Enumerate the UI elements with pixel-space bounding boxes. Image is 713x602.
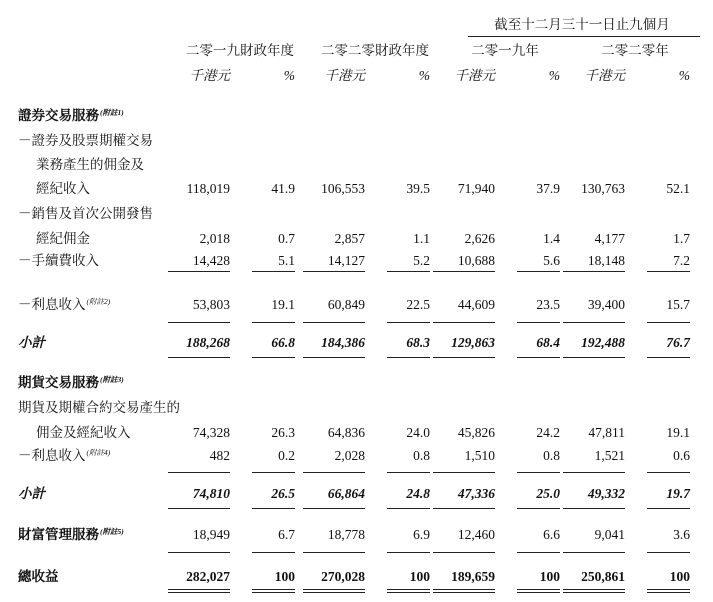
value-cell: 6.6 <box>543 527 560 542</box>
subtotal-rule <box>387 357 430 358</box>
value-cell: 482 <box>209 448 230 463</box>
value-cell: 1,510 <box>464 448 495 463</box>
subtotal-rule <box>252 552 295 553</box>
value-cell: 100 <box>409 569 430 584</box>
subtotal-rule <box>303 322 365 323</box>
value-cell: 15.7 <box>666 297 690 312</box>
subtotal-rule <box>387 271 430 272</box>
value-cell: 1,521 <box>594 448 625 463</box>
row-label-line: 佣金及經紀收入 <box>36 425 131 440</box>
unit-hkd-2: 千港元 <box>324 68 365 83</box>
subtotal-rule <box>647 472 690 473</box>
value-cell: 26.5 <box>271 486 295 501</box>
value-cell: 192,488 <box>581 335 625 350</box>
value-cell: 250,861 <box>581 569 625 584</box>
col-header-fy2019: 二零一九財政年度 <box>186 43 294 58</box>
subtotal-rule <box>252 357 295 358</box>
subtotal-rule <box>563 472 625 473</box>
value-cell: 66.8 <box>271 335 295 350</box>
subtotal-rule <box>647 552 690 553</box>
subtotal-rule <box>517 271 560 272</box>
subtotal-rule <box>563 508 625 509</box>
value-cell: 71,940 <box>457 181 495 196</box>
total-double-rule <box>387 589 430 593</box>
nine-month-header-rule <box>468 36 700 37</box>
value-cell: 0.6 <box>673 448 690 463</box>
value-cell: 282,027 <box>186 569 230 584</box>
subtotal-rule <box>387 552 430 553</box>
value-cell: 41.9 <box>271 181 295 196</box>
subtotal-rule <box>168 357 230 358</box>
value-cell: 45,826 <box>457 425 495 440</box>
value-cell: 47,811 <box>588 425 625 440</box>
subtotal-rule <box>168 508 230 509</box>
subtotal-rule <box>303 472 365 473</box>
value-cell: 74,810 <box>192 486 230 501</box>
subtotal-rule <box>252 472 295 473</box>
value-cell: 7.2 <box>673 253 690 268</box>
value-cell: 49,332 <box>587 486 625 501</box>
subtotal-rule <box>387 508 430 509</box>
row-label: －利息收入$^{(附註2)}$ <box>18 297 111 312</box>
value-cell: 68.3 <box>406 335 430 350</box>
subtotal-rule <box>252 322 295 323</box>
subtotal-rule <box>303 357 365 358</box>
row-label-line: －證券及股票期權交易 <box>18 133 153 148</box>
value-cell: 10,688 <box>457 253 495 268</box>
value-cell: 0.8 <box>413 448 430 463</box>
subtotal-rule <box>433 357 495 358</box>
unit-pct-4: % <box>678 68 690 83</box>
value-cell: 24.8 <box>406 486 430 501</box>
total-double-rule <box>563 589 625 593</box>
subtotal-rule <box>647 357 690 358</box>
total-double-rule <box>517 589 560 593</box>
row-label-line: －銷售及首次公開發售 <box>18 206 153 221</box>
unit-hkd-1: 千港元 <box>189 68 230 83</box>
value-cell: 1.7 <box>673 231 690 246</box>
total-double-rule <box>252 589 295 593</box>
value-cell: 4,177 <box>594 231 625 246</box>
value-cell: 52.1 <box>666 181 690 196</box>
value-cell: 6.7 <box>278 527 295 542</box>
subtotal-rule <box>168 322 230 323</box>
subtotal-label: 小計 <box>18 335 45 350</box>
col-header-9m2019: 二零一九年 <box>471 43 539 58</box>
subtotal-rule <box>303 271 365 272</box>
subtotal-rule <box>433 472 495 473</box>
subtotal-rule <box>303 552 365 553</box>
value-cell: 18,949 <box>192 527 230 542</box>
subtotal-rule <box>433 508 495 509</box>
value-cell: 5.2 <box>413 253 430 268</box>
col-header-fy2020: 二零二零財政年度 <box>321 43 429 58</box>
value-cell: 39,400 <box>587 297 625 312</box>
value-cell: 2,626 <box>464 231 495 246</box>
value-cell: 106,553 <box>321 181 365 196</box>
subtotal-rule <box>563 271 625 272</box>
subtotal-rule <box>647 271 690 272</box>
subtotal-rule <box>168 552 230 553</box>
value-cell: 188,268 <box>186 335 230 350</box>
unit-pct-3: % <box>548 68 560 83</box>
subtotal-rule <box>517 508 560 509</box>
value-cell: 24.2 <box>536 425 560 440</box>
value-cell: 60,849 <box>327 297 365 312</box>
row-label-line: 業務產生的佣金及 <box>36 157 144 172</box>
section-title-wealth: 財富管理服務$^{(附註5)}$ <box>18 527 124 542</box>
value-cell: 74,328 <box>192 425 230 440</box>
value-cell: 14,428 <box>192 253 230 268</box>
value-cell: 100 <box>539 569 560 584</box>
subtotal-rule <box>647 508 690 509</box>
subtotal-rule <box>252 271 295 272</box>
subtotal-rule <box>387 322 430 323</box>
value-cell: 6.9 <box>413 527 430 542</box>
value-cell: 18,778 <box>327 527 365 542</box>
value-cell: 5.6 <box>543 253 560 268</box>
value-cell: 1.1 <box>413 231 430 246</box>
subtotal-rule <box>168 271 230 272</box>
total-double-rule <box>647 589 690 593</box>
value-cell: 44,609 <box>457 297 495 312</box>
subtotal-rule <box>517 472 560 473</box>
value-cell: 39.5 <box>406 181 430 196</box>
value-cell: 189,659 <box>451 569 495 584</box>
value-cell: 19.7 <box>666 486 690 501</box>
subtotal-rule <box>387 472 430 473</box>
value-cell: 19.1 <box>666 425 690 440</box>
value-cell: 68.4 <box>536 335 560 350</box>
subtotal-rule <box>433 552 495 553</box>
row-label: －利息收入$^{(附註4)}$ <box>18 448 111 463</box>
row-label-line: 經紀佣金 <box>36 231 90 246</box>
subtotal-rule <box>517 552 560 553</box>
value-cell: 270,028 <box>321 569 365 584</box>
subtotal-rule <box>433 322 495 323</box>
section-title-securities: 證券交易服務$^{(附註1)}$ <box>18 108 124 123</box>
section-title-futures: 期貨交易服務$^{(附註3)}$ <box>18 375 124 390</box>
value-cell: 2,857 <box>334 231 365 246</box>
nine-month-header: 截至十二月三十一日止九個月 <box>494 17 670 32</box>
value-cell: 2,028 <box>334 448 365 463</box>
row-label-line: 期貨及期權合約交易產生的 <box>18 400 180 415</box>
row-label-line: 經紀收入 <box>36 181 90 196</box>
value-cell: 130,763 <box>581 181 625 196</box>
subtotal-label: 小計 <box>18 486 45 501</box>
value-cell: 66,864 <box>327 486 365 501</box>
subtotal-rule <box>517 322 560 323</box>
value-cell: 18,148 <box>587 253 625 268</box>
value-cell: 100 <box>669 569 690 584</box>
total-double-rule <box>303 589 365 593</box>
unit-pct-2: % <box>418 68 430 83</box>
value-cell: 0.7 <box>278 231 295 246</box>
value-cell: 0.8 <box>543 448 560 463</box>
value-cell: 23.5 <box>536 297 560 312</box>
value-cell: 37.9 <box>536 181 560 196</box>
subtotal-rule <box>563 552 625 553</box>
value-cell: 100 <box>274 569 295 584</box>
value-cell: 129,863 <box>451 335 495 350</box>
value-cell: 26.3 <box>271 425 295 440</box>
total-label: 總收益 <box>18 569 59 584</box>
value-cell: 53,803 <box>192 297 230 312</box>
unit-hkd-3: 千港元 <box>454 68 495 83</box>
unit-pct-1: % <box>283 68 295 83</box>
subtotal-rule <box>168 472 230 473</box>
value-cell: 19.1 <box>271 297 295 312</box>
value-cell: 64,836 <box>327 425 365 440</box>
subtotal-rule <box>433 271 495 272</box>
value-cell: 5.1 <box>278 253 295 268</box>
total-double-rule <box>433 589 495 593</box>
value-cell: 22.5 <box>406 297 430 312</box>
subtotal-rule <box>252 508 295 509</box>
value-cell: 14,127 <box>327 253 365 268</box>
subtotal-rule <box>563 322 625 323</box>
value-cell: 9,041 <box>594 527 625 542</box>
value-cell: 76.7 <box>666 335 690 350</box>
value-cell: 1.4 <box>543 231 560 246</box>
total-double-rule <box>168 589 230 593</box>
row-label: －手續費收入 <box>18 253 99 268</box>
value-cell: 118,019 <box>186 181 230 196</box>
value-cell: 47,336 <box>457 486 495 501</box>
subtotal-rule <box>563 357 625 358</box>
subtotal-rule <box>517 357 560 358</box>
col-header-9m2020: 二零二零年 <box>601 43 669 58</box>
value-cell: 184,386 <box>321 335 365 350</box>
value-cell: 24.0 <box>406 425 430 440</box>
subtotal-rule <box>303 508 365 509</box>
unit-hkd-4: 千港元 <box>584 68 625 83</box>
value-cell: 2,018 <box>199 231 230 246</box>
subtotal-rule <box>647 322 690 323</box>
value-cell: 3.6 <box>673 527 690 542</box>
value-cell: 0.2 <box>278 448 295 463</box>
value-cell: 25.0 <box>536 486 560 501</box>
value-cell: 12,460 <box>457 527 495 542</box>
